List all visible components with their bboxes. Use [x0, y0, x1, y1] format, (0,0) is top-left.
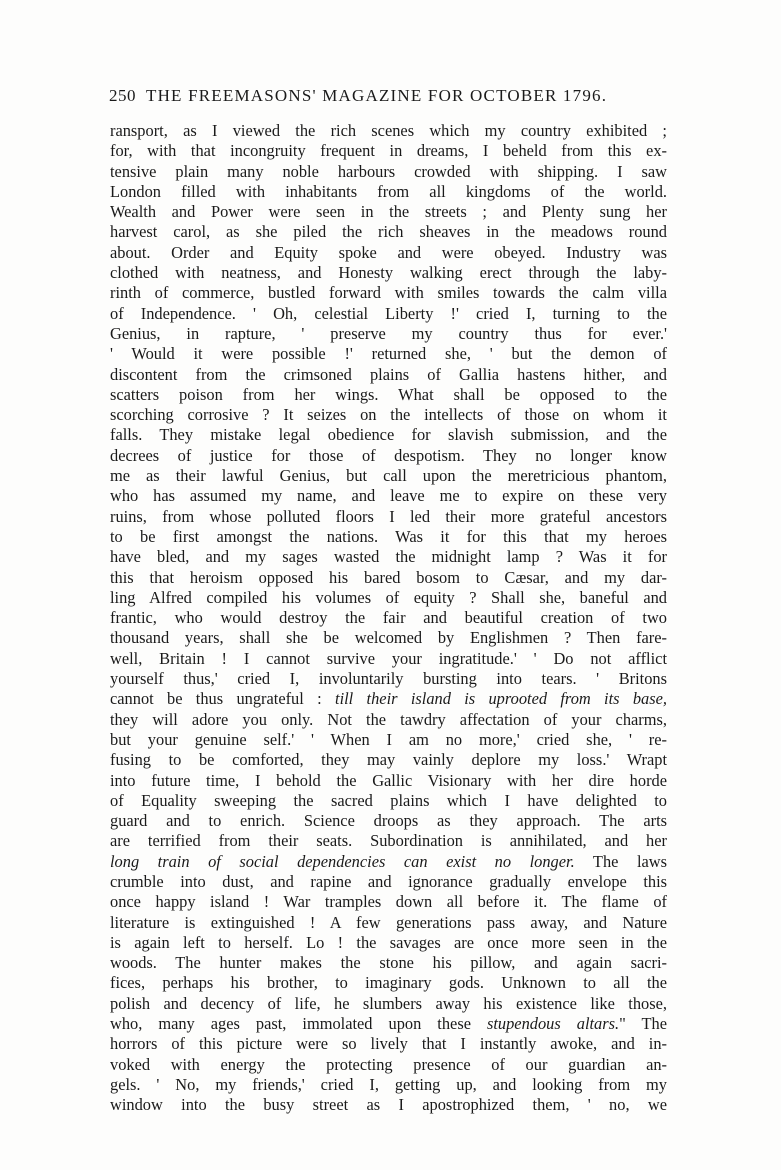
text-line: horrors of this picture were so lively that I instantly awoke, and in- — [110, 1034, 667, 1054]
text-line: guard and to enrich. Science droops as they approach. The arts — [110, 811, 667, 831]
text-line: have bled, and my sages wasted the midnight lamp ? Was it for — [110, 547, 667, 567]
text-line: ransport, as I viewed the rich scenes which my country exhibited ; — [110, 121, 667, 140]
magazine-title: THE FREEMASONS' MAGAZINE FOR OCTOBER 1796. — [146, 86, 608, 105]
text-line: frantic, who would destroy the fair and beautiful creation of two — [110, 608, 667, 628]
text-line: into future time, I behold the Gallic Visionary with her dire horde — [110, 770, 667, 790]
text-line: Genius, in rapture, ' preserve my country thus for ever.' — [110, 323, 667, 343]
text-line: of Independence. ' Oh, celestial Liberty !' cried I, turning to the — [110, 303, 667, 323]
text-line: fusing to be comforted, they may vainly deplore my loss.' Wrapt — [110, 750, 667, 770]
text-line: for, with that incongruity frequent in dreams, I beheld from this ex- — [110, 141, 667, 161]
text-line: harvest carol, as she piled the rich sheaves in the meadows round — [110, 222, 667, 242]
text-line: they will adore you only. Not the tawdry affectation of your charms, — [110, 709, 667, 729]
text-line: of Equality sweeping the sacred plains which I have delighted to — [110, 790, 667, 810]
text-line: falls. They mistake legal obedience for slavish submission, and the — [110, 425, 667, 445]
text-line: is again left to herself. Lo ! the savages are once more seen in the — [110, 932, 667, 952]
text-line: thousand years, shall she be welcomed by Englishmen ? Then fare- — [110, 628, 667, 648]
text-line: literature is extinguished ! A few generations pass away, and Nature — [110, 912, 667, 932]
text-line: crumble into dust, and rapine and ignorance gradually envelope this — [110, 871, 667, 891]
text-line: yourself thus,' cried I, involuntarily bursting into tears. ' Britons — [110, 669, 667, 689]
text-line: this that heroism opposed his bared bosom to Cæsar, and my dar- — [110, 567, 667, 587]
text-line: scorching corrosive ? It seizes on the intellects of those on whom it — [110, 405, 667, 425]
text-line: scatters poison from her wings. What shall be opposed to the — [110, 384, 667, 404]
text-line: to be first amongst the nations. Was it for this that my heroes — [110, 526, 667, 546]
text-line: long train of social dependencies can exist no longer. The laws — [110, 851, 667, 871]
text-line: fices, perhaps his brother, to imaginary gods. Unknown to all the — [110, 973, 667, 993]
text-line: ruins, from whose polluted floors I led their more grateful ancestors — [110, 506, 667, 526]
page-number: 250 — [109, 86, 136, 105]
running-header — [109, 86, 629, 106]
text-line: clothed with neatness, and Honesty walking erect through the laby- — [110, 263, 667, 283]
text-line: London filled with inhabitants from all kingdoms of the world. — [110, 181, 667, 201]
text-line: well, Britain ! I cannot survive your ingratitude.' ' Do not afflict — [110, 648, 667, 668]
text-line: but your genuine self.' ' When I am no more,' cried she, ' re- — [110, 729, 667, 749]
text-line: ling Alfred compiled his volumes of equity ? Shall she, baneful and — [110, 587, 667, 607]
text-line: discontent from the crimsoned plains of Gallia hastens hither, and — [110, 364, 667, 384]
body-text — [110, 121, 667, 1116]
text-line: decrees of justice for those of despotism. They no longer know — [110, 445, 667, 465]
text-line: ' Would it were possible !' returned she, ' but the demon of — [110, 344, 667, 364]
text-line: woods. The hunter makes the stone his pillow, and again sacri- — [110, 953, 667, 973]
text-line: rinth of commerce, bustled forward with smiles towards the calm villa — [110, 283, 667, 303]
text-line: who, many ages past, immolated upon these stupendous altars." The — [110, 1014, 667, 1034]
text-line: who has assumed my name, and leave me to expire on these very — [110, 486, 667, 506]
text-line: about. Order and Equity spoke and were obeyed. Industry was — [110, 242, 667, 262]
text-line: are terrified from their seats. Subordination is annihilated, and her — [110, 831, 667, 851]
text-line: gels. ' No, my friends,' cried I, getting up, and looking from my — [110, 1074, 667, 1094]
text-line: polish and decency of life, he slumbers away his existence like those, — [110, 993, 667, 1013]
text-line: cannot be thus ungrateful : till their island is uprooted from its base, — [110, 689, 668, 709]
text-line: Wealth and Power were seen in the streets ; and Plenty sung her — [110, 202, 667, 222]
text-line: once happy island ! War tramples down all before it. The flame of — [110, 892, 667, 912]
text-line: window into the busy street as I apostrophized them, ' no, we — [110, 1095, 667, 1115]
text-line: tensive plain many noble harbours crowded with shipping. I saw — [110, 161, 667, 181]
text-line: voked with energy the protecting presence of our guardian an- — [110, 1054, 667, 1074]
text-line: me as their lawful Genius, but call upon the meretricious phantom, — [110, 466, 667, 486]
